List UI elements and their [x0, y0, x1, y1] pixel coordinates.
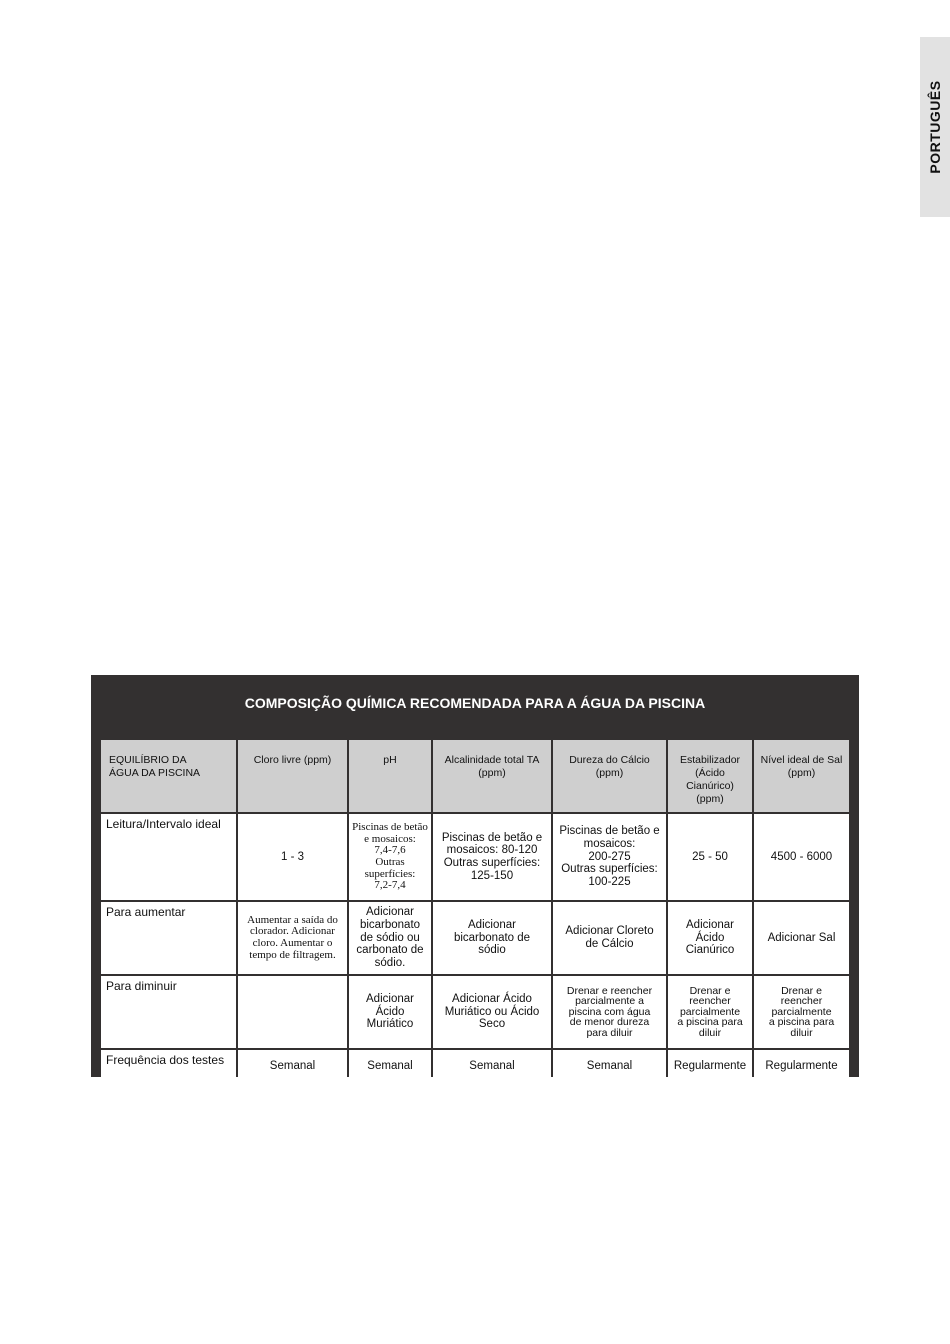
- table-cell: Piscinas de betão e mosaicos: 7,4-7,6 Outras superfícies: 7,2-7,4: [349, 814, 431, 900]
- table-row: [101, 814, 849, 900]
- table-cell: Semanal: [553, 1050, 666, 1082]
- header-cell-free-chlorine: Cloro livre (ppm): [238, 740, 347, 812]
- language-tab-label: PORTUGUÊS: [927, 80, 943, 174]
- table-row: [101, 976, 849, 1048]
- table-cell: Adicionar Ácido Muriático ou Ácido Seco: [433, 976, 551, 1048]
- table-cell: Adicionar bicarbonato de sódio ou carbonato de sódio.: [349, 902, 431, 974]
- header-cell-balance: EQUILÍBRIO DA ÁGUA DA PISCINA: [101, 740, 236, 812]
- table-cell: Semanal: [433, 1050, 551, 1082]
- table-cell: Aumentar a saída do clorador. Adicionar cloro. Aumentar o tempo de filtragem.: [238, 902, 347, 974]
- header-cell-stabilizer: Estabilizador (Ácido Cianúrico) (ppm): [668, 740, 752, 812]
- header-cell-salt-level: Nível ideal de Sal (ppm): [754, 740, 849, 812]
- table-cell: Drenar e reencher parcialmente a piscina para diluir: [668, 976, 752, 1048]
- header-cell-ph: pH: [349, 740, 431, 812]
- table-cell: Piscinas de betão e mosaicos: 80-120 Outras superfícies: 125-150: [433, 814, 551, 900]
- header-row: [101, 740, 849, 812]
- table-cell: [238, 976, 347, 1048]
- table-row: [101, 1050, 849, 1082]
- table-cell: Semanal: [238, 1050, 347, 1082]
- header-cell-calcium-hardness: Dureza do Cálcio (ppm): [553, 740, 666, 812]
- table-cell: 25 - 50: [668, 814, 752, 900]
- table-title: COMPOSIÇÃO QUÍMICA RECOMENDADA PARA A ÁGUA DA PISCINA: [244, 695, 706, 711]
- pool-chemistry-table: [99, 738, 851, 1084]
- table-cell: Adicionar bicarbonato de sódio: [433, 902, 551, 974]
- row-label-test-frequency: Frequência dos testes: [101, 1050, 236, 1082]
- table-cell: 4500 - 6000: [754, 814, 849, 900]
- table-cell: Piscinas de betão e mosaicos: 200-275 Outras superfícies: 100-225: [553, 814, 666, 900]
- row-label-ideal-range: Leitura/Intervalo ideal: [101, 814, 236, 900]
- table-cell: Regularmente: [754, 1050, 849, 1082]
- table-cell: 1 - 3: [238, 814, 347, 900]
- table-row: [101, 902, 849, 974]
- language-tab: [920, 37, 950, 217]
- table-cell: Drenar e reencher parcialmente a piscina com água de menor dureza para diluir: [553, 976, 666, 1048]
- table-cell: Adicionar Sal: [754, 902, 849, 974]
- row-label-decrease: Para diminuir: [101, 976, 236, 1048]
- table-cell: Regularmente: [668, 1050, 752, 1082]
- table-cell: Adicionar Cloreto de Cálcio: [553, 902, 666, 974]
- table-cell: Semanal: [349, 1050, 431, 1082]
- pool-chemistry-panel: [91, 675, 859, 1077]
- row-label-increase: Para aumentar: [101, 902, 236, 974]
- header-cell-total-alkalinity: Alcalinidade total TA (ppm): [433, 740, 551, 812]
- table-cell: Adicionar Ácido Cianúrico: [668, 902, 752, 974]
- table-cell: Adicionar Ácido Muriático: [349, 976, 431, 1048]
- table-cell: Drenar e reencher parcialmente a piscina para diluir: [754, 976, 849, 1048]
